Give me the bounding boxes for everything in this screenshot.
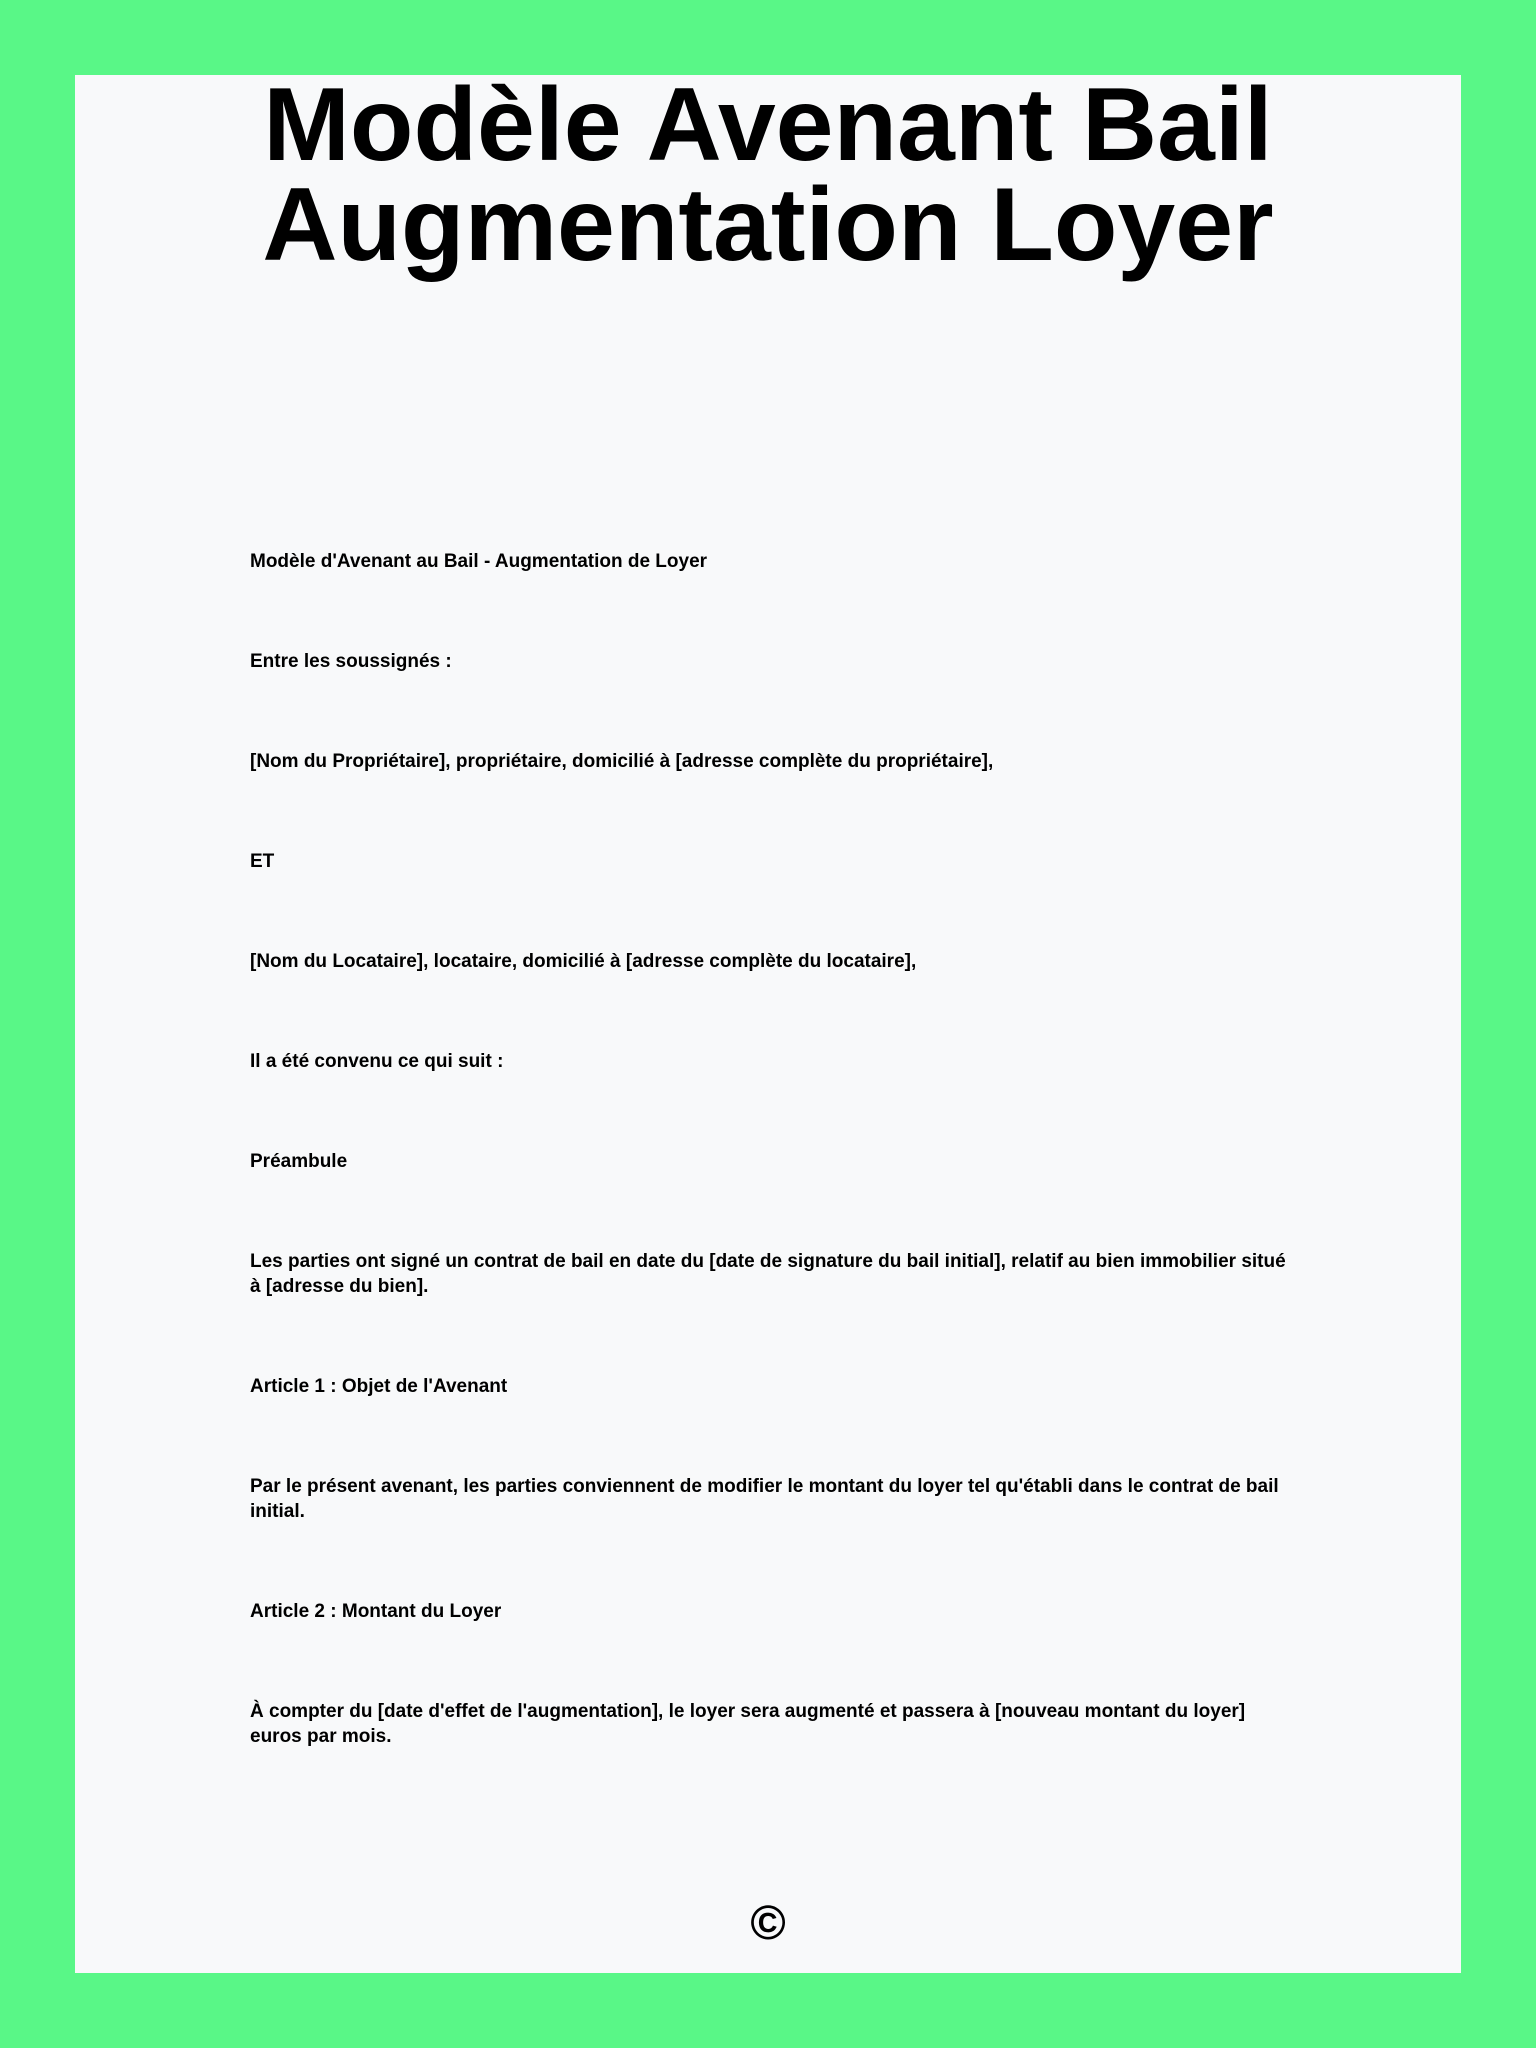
- title-line-2: Augmentation Loyer: [262, 167, 1274, 283]
- conjunction-et: ET: [250, 851, 275, 872]
- copyright-icon: ©: [750, 1897, 786, 1950]
- landlord-line: [Nom du Propriétaire], propriétaire, domicilié à [adresse complète du propriétaire],: [250, 751, 994, 772]
- doc-heading: Modèle d'Avenant au Bail - Augmentation de Loyer: [250, 551, 708, 572]
- document-title: [75, 67, 1461, 283]
- article-2-heading: Article 2 : Montant du Loyer: [250, 1601, 502, 1622]
- article-1-heading: Article 1 : Objet de l'Avenant: [250, 1376, 508, 1397]
- article-2-text: À compter du [date d'effet de l'augmentation], le loyer sera augmenté et passera à [nouveau montant du loyer] euros par mois.: [250, 1701, 1246, 1747]
- article-1-text: Par le présent avenant, les parties conviennent de modifier le montant du loyer tel qu'établi dans le contrat de bail initial.: [250, 1476, 1279, 1522]
- parties-intro: Entre les soussignés :: [250, 651, 452, 672]
- document-body: [250, 549, 1290, 1824]
- agreement-intro: Il a été convenu ce qui suit :: [250, 1051, 504, 1072]
- preamble-text: Les parties ont signé un contrat de bail en date du [date de signature du bail initial], relatif au bien immobilier situé à [adresse du bien].: [250, 1251, 1286, 1297]
- document-page: [75, 67, 1461, 1973]
- tenant-line: [Nom du Locataire], locataire, domicilié à [adresse complète du locataire],: [250, 951, 917, 972]
- preamble-heading: Préambule: [250, 1151, 348, 1172]
- title-line-1: Modèle Avenant Bail: [263, 67, 1273, 183]
